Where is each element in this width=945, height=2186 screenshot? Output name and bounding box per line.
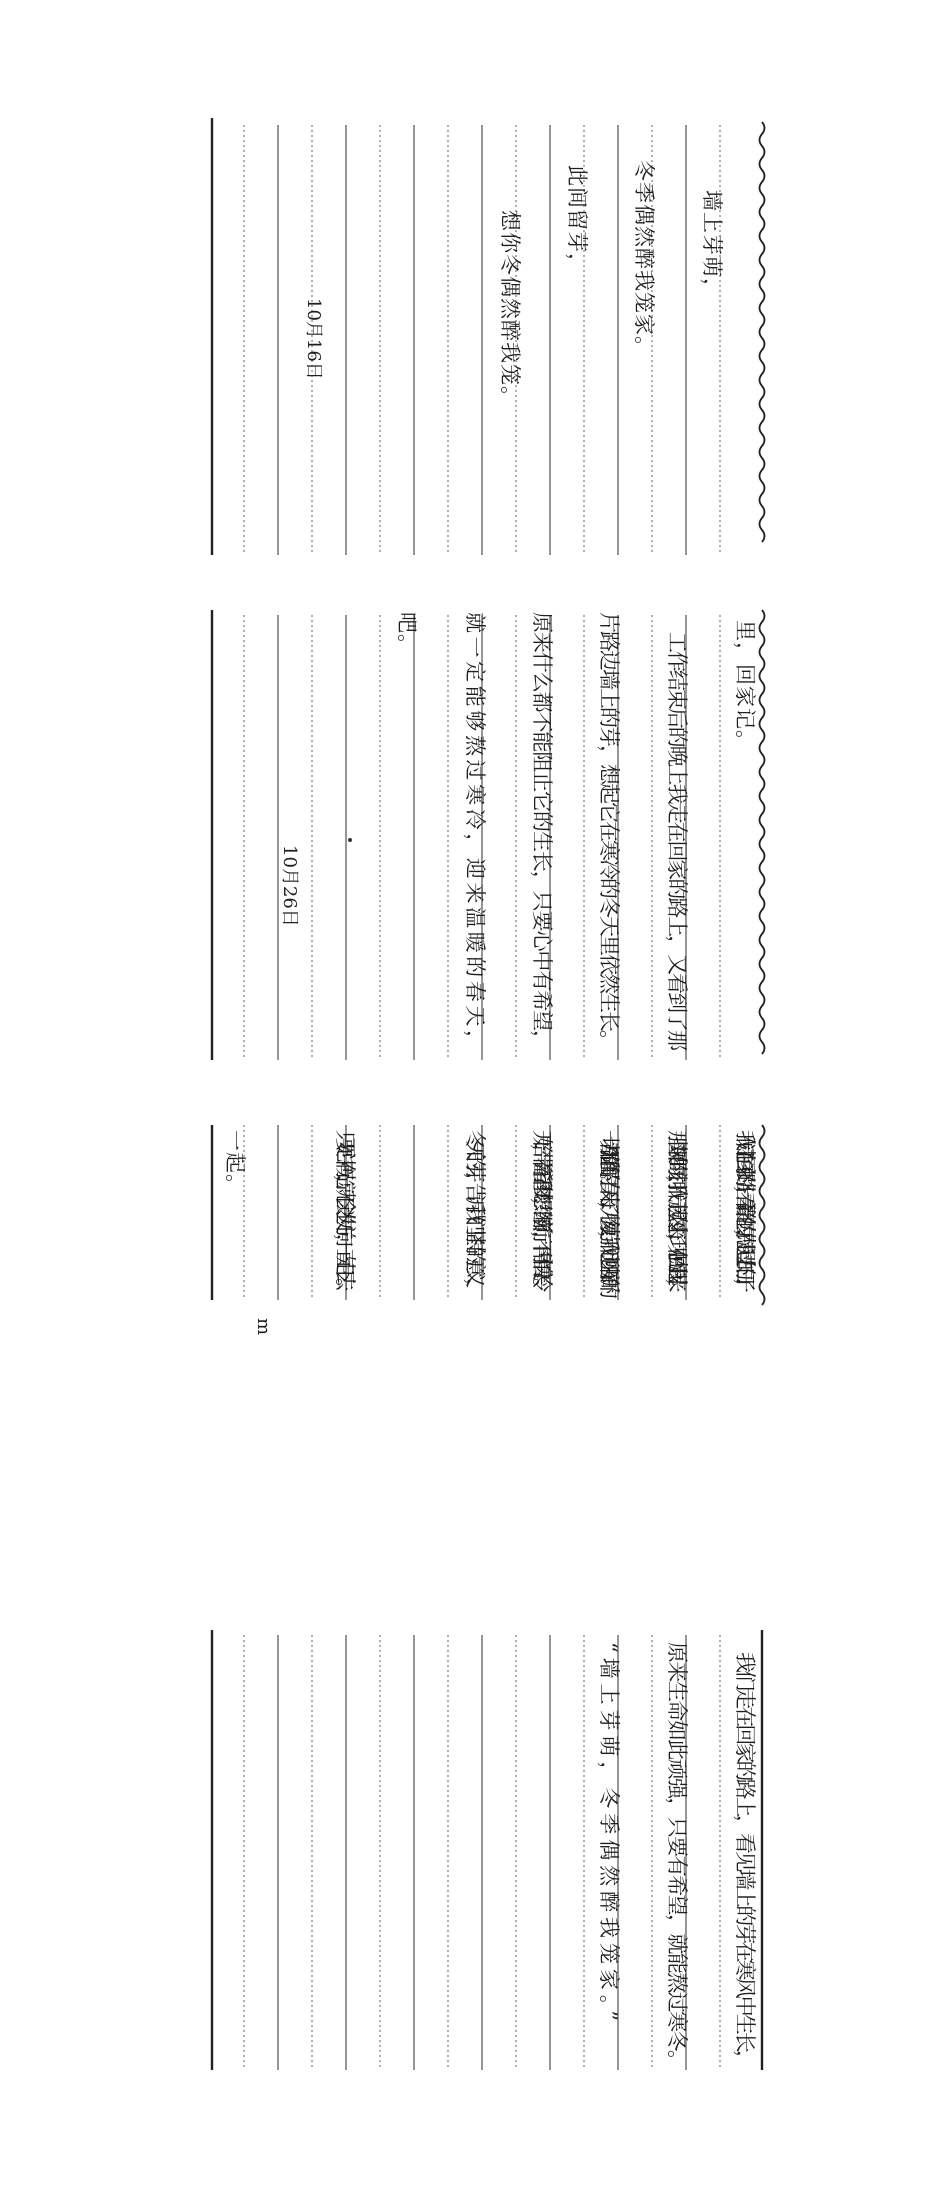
handwritten-line: 我们走在回家的路上，看着路边的芽，想起过去的日子， [733,1130,757,1300]
handwritten-line: 冬季偶然醉我笼家。 [632,160,656,358]
handwritten-line: 墙上芽萌， [700,190,724,300]
handwritten-line: 原来什么都不能阻止它的生长，只要心中有希望， [530,612,554,1052]
handwritten-line: 一起。 [223,1130,247,1196]
wavy-page-edge [760,1125,765,1305]
wavy-page-edge [760,610,765,1054]
handwritten-line: 片路边墙上的芽，想起它在寒冷的冬天里依然生长。 [597,612,621,1052]
handwritten-line: 我们走在回家的路上，看见墙上的芽在寒风中生长， [733,1652,757,2072]
ruled-lines [244,1635,720,2070]
notebook-panel-2 [212,610,765,1060]
handwritten-line: 里，回家记。 [733,620,757,752]
margin-mark: m [253,1318,274,1336]
handwritten-line: 冬天的芽，告诉我们坚持的意义， [463,1130,487,1300]
handwritten-line: 想你冬偶然醉我笼。 [498,210,522,408]
handwritten-line: 此间留芽， [565,165,589,275]
handwritten-line: 那些艰难的时刻，我们一起熬过来了，现在回想起来， [665,1130,689,1300]
handwritten-line: 开始，带着希望和梦想，继续前行，不再害怕寒冷。 [530,1130,554,1300]
handwritten-line: 一切都是值得的。春天来了，万物复苏，我们也迎来了新的 [597,1130,621,1301]
notebook-panel-3 [212,1125,765,1335]
handwritten-line: “墙上芽萌，冬季偶然醉我笼家。” [597,1642,621,2022]
entry-date: 10月16日 [303,298,324,380]
wavy-page-edge [760,122,765,542]
entry-date: 10月26日 [279,845,300,927]
ink-dot [348,838,352,842]
handwritten-line: 吧。 [395,612,419,656]
handwritten-line: 原来生命如此顽强，只要有希望，就能熬过寒冬。 [665,1642,689,2072]
notebook-panel-1 [212,118,765,555]
handwritten-line: 就一定能够熬过寒冷，迎来温暖的春天， [463,612,487,1052]
handwritten-line: 只要心中有光，就不会迷失方向，一直走下去。 [333,1130,357,1300]
notebook-panel-4 [212,1630,762,2072]
handwritten-line: 工作结束后的晚上我走在回家的路上，又看到了那 [665,632,689,1052]
